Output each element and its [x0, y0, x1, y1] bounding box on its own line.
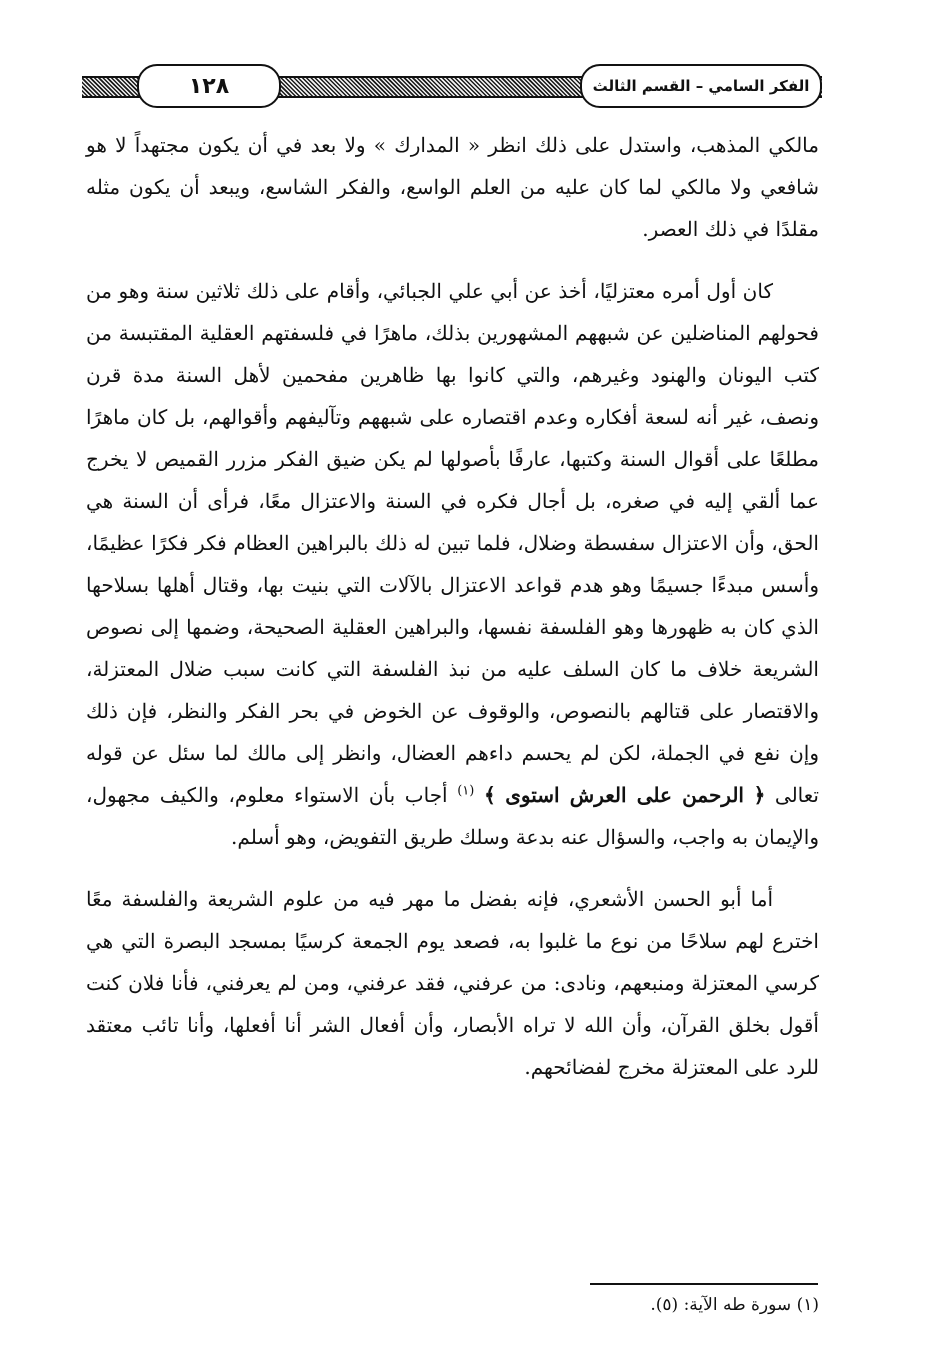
footnote-reference[interactable]: (١) [457, 783, 475, 799]
paragraph-2-continuation: أجاب بأن الاستواء معلوم، والكيف مجهول، والإيمان به واجب، والسؤال عنه بدعة وسلك طريق التفويض، وهو أسلم. [86, 783, 819, 849]
quran-verse: الرحمن على العرش استوى [505, 783, 744, 807]
quran-close-bracket: ﴾ [483, 783, 496, 807]
footnote-text: سورة طه الآية: (٥). [650, 1295, 792, 1315]
paragraph-gap [86, 250, 819, 270]
paragraph-1: مالكي المذهب، واستدل على ذلك انظر « المدارك » ولا بعد في أن يكون مجتهداً لا هو شافعي ولا مالكي لما كان عليه من العلم الواسع، والفكر الشاسع، ويبعد أن يكون مثله مقلدًا في ذلك العصر. [86, 133, 819, 241]
footnote-marker: (١) [796, 1295, 819, 1315]
paragraph-3: أما أبو الحسن الأشعري، فإنه بفضل ما مهر فيه من علوم الشريعة والفلسفة معًا اخترع لهم سلاحًا من نوع ما غلبوا به، فصعد يوم الجمعة كرسيًا بمسجد البصرة التي هي كرسي المعتزلة ومنبعهم، ونادى: من عرفني، فقد عرفني، ومن لم يعرفني، فأنا فلان كنت أقول بخلق القرآن، وأن الله لا تراه الأبصار، وأن أفعال الشر أنا أفعلها، وأنا تائب معتقد للرد على المعتزلة مخرج لفضائحهم. [86, 887, 819, 1079]
body-text [86, 124, 819, 1088]
running-header [82, 64, 822, 108]
paragraph-2 [86, 270, 819, 858]
paragraph-gap [86, 858, 819, 878]
footnote-1 [500, 1290, 819, 1320]
quran-open-bracket: ﴿ [753, 783, 766, 807]
page-number: ١٢٨ [137, 64, 281, 108]
footnote-separator [590, 1283, 818, 1285]
running-title: الفكر السامي – القسم الثالث [580, 64, 822, 108]
paragraph-2-text: كان أول أمره معتزليًا، أخذ عن أبي علي الجبائي، وأقام على ذلك ثلاثين سنة وهو من فحولهم المناضلين عن شبههم المشهورين بذلك، ماهرًا في فلسفتهم العقلية المقتبسة من كتب اليونان والهنود وغيرهم، والتي كانوا بها ظاهرين مفحمين لأهل السنة مدة قرن ونصف، غير أنه لسعة أفكاره وعدم اقتصاره على شبههم وتآليفهم وأقوالهم، بل كان ماهرًا مطلعًا على أقوال السنة وكتبها، عارفًا بأصولها لم يكن ضيق الفكر مزرر القميص لا يخرج عما ألقي إليه في صغره، بل أجال فكره في السنة والاعتزال معًا، فرأى أن السنة هي الحق، وأن الاعتزال سفسطة وضلال، فلما تبين له ذلك بالبراهين العظام فكر فكرًا عظيمًا، وأسس مبدءًا جسيمًا وهو هدم قواعد الاعتزال بالآلات التي بنيت بها، وقتال أهلها بسلاحها الذي كان به ظهورها وهو الفلسفة نفسها، والبراهين العقلية الصحيحة، وضمها إلى نصوص الشريعة خلاف ما كان السلف عليه من نبذ الفلسفة التي كانت سبب ضلال المعتزلة، والاقتصار على قتالهم بالنصوص، والوقوف عن الخوض في بحر الفكر والنظر، فإن ذلك وإن نفع في الجملة، لكن لم يحسم داءهم العضال، وانظر إلى مالك لما سئل عن قوله تعالى [86, 279, 820, 807]
